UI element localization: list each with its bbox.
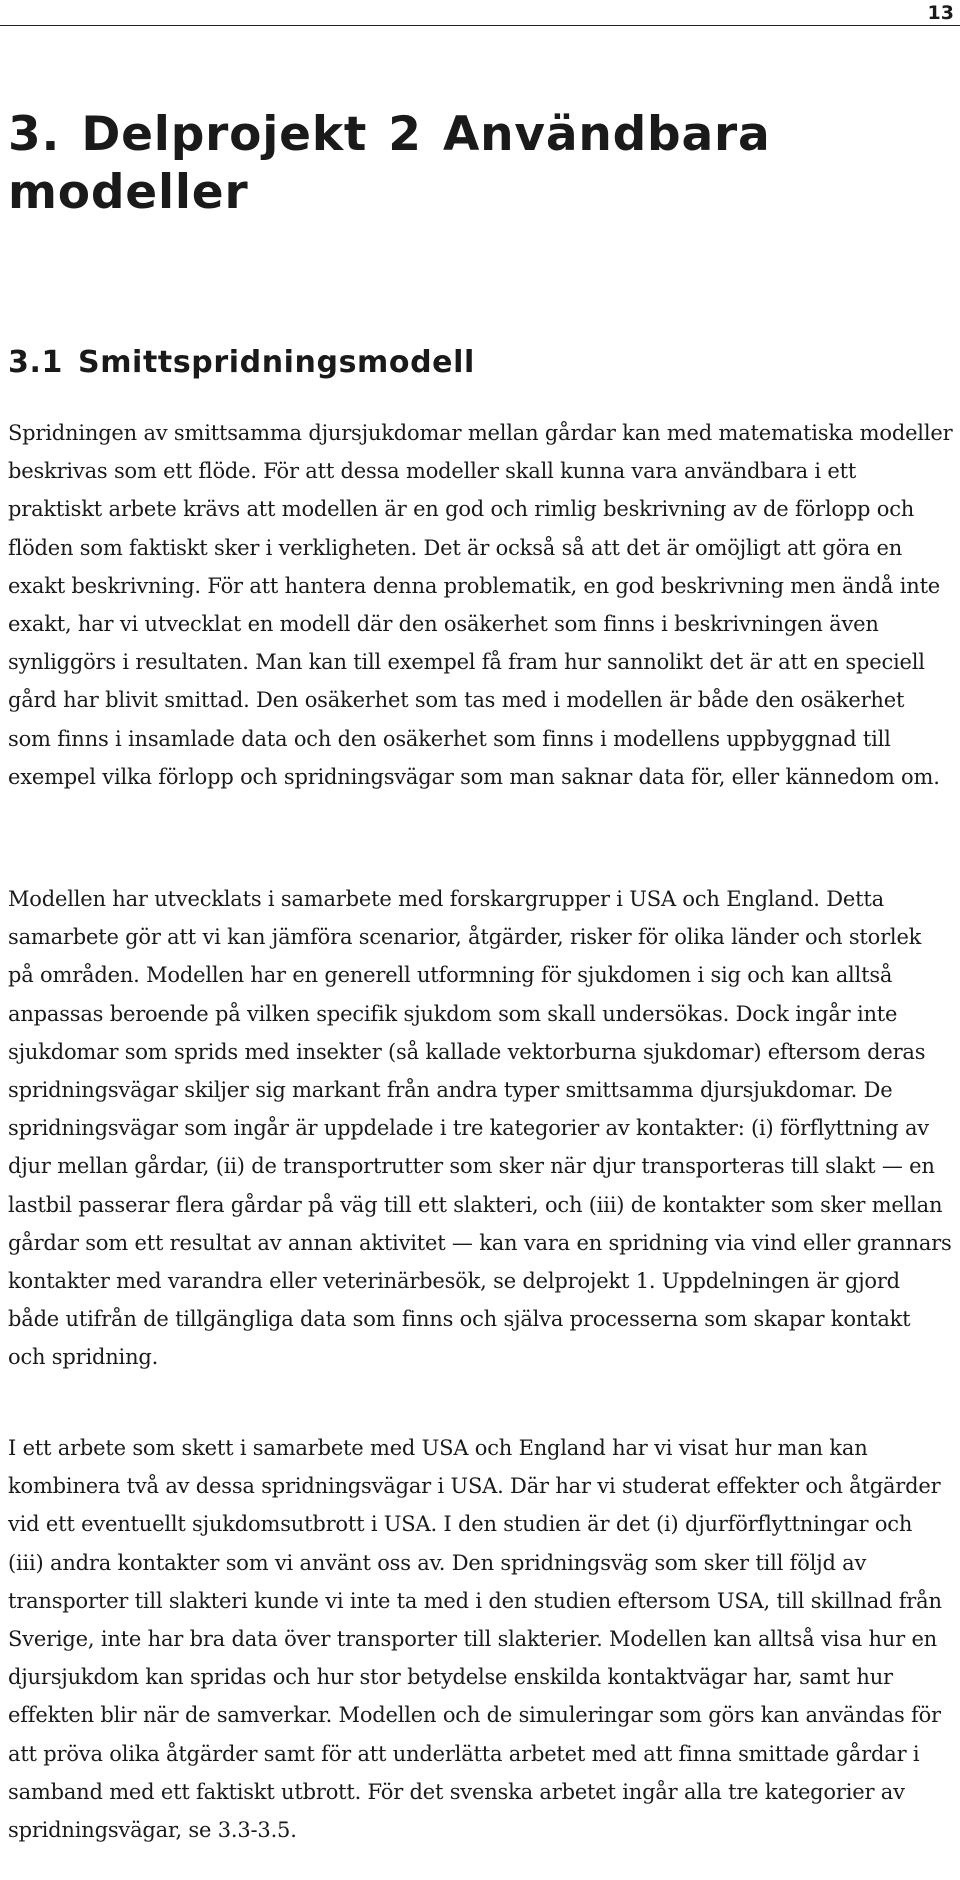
chapter-title: 3. Delprojekt 2 Användbara modeller <box>8 107 771 220</box>
body-paragraph-3: I ett arbete som skett i samarbete med USA och England har vi visat hur man kan kombinera två av dessa spridningsvägar i USA. Där har vi studerat effekter och åtgärder vid ett eventuellt sjukdomsutbrott i USA. I den studien är det (i) djurförflyttningar och (iii) andra kontakter som vi använt oss av. Den spridningsväg som sker till följd av transporter till slakteri kunde vi inte ta med i den studien eftersom USA, till skillnad från Sverige, inte har bra data över transporter till slakterier. Modellen kan alltså visa hur en djursjukdom kan spridas och hur stor betydelse enskilda kontaktvägar har, samt hur effekten blir när de samverkar. Modellen och de simuleringar som görs kan användas för att pröva olika åtgärder samt för att underlätta arbetet med att finna smittade gårdar i samband med ett faktiskt utbrott. För det svenska arbetet ingår alla tre kategorier av spridningsvägar, se 3.3-3.5. <box>8 1436 942 1843</box>
page-number: 13 <box>927 2 954 24</box>
section-title: 3.1 Smittspridningsmodell <box>8 345 475 380</box>
body-paragraph-2: Modellen har utvecklats i samarbete med forskargrupper i USA och England. Detta samarbete gör att vi kan jämföra scenarior, åtgärder, risker för olika länder och storlek på områden. Modellen har en generell utformning för sjukdomen i sig och kan alltså anpassas beroende på vilken specifik sjukdom som skall undersökas. Dock ingår inte sjukdomar som sprids med insekter (så kallade vektorburna sjukdomar) eftersom deras spridningsvägar skiljer sig markant från andra typer smittsamma djursjukdomar. De spridningsvägar som ingår är uppdelade i tre kategorier av kontakter: (i) förflyttning av djur mellan gårdar, (ii) de transportrutter som sker när djur transporteras till slakt — en lastbil passerar flera gårdar på väg till ett slakteri, och (iii) de kontakter som sker mellan gårdar som ett resultat av annan aktivitet — kan vara en spridning via vind eller grannars kontakter med varandra eller veterinärbesök, se delprojekt 1. Uppdelningen är gjord både utifrån de tillgängliga data som finns och själva processerna som skapar kontakt och spridning. <box>8 887 952 1370</box>
header-rule <box>0 25 960 26</box>
body-paragraph-1: Spridningen av smittsamma djursjukdomar mellan gårdar kan med matematiska modeller beskrivas som ett flöde. För att dessa modeller skall kunna vara användbara i ett praktiskt arbete krävs att modellen är en god och rimlig beskrivning av de förlopp och flöden som faktiskt sker i verkligheten. Det är också så att det är omöjligt att göra en exakt beskrivning. För att hantera denna problematik, en god beskrivning men ändå inte exakt, har vi utvecklat en modell där den osäkerhet som finns i beskrivningen även synliggörs i resultaten. Man kan till exempel få fram hur sannolikt det är att en speciell gård har blivit smittad. Den osäkerhet som tas med i modellen är både den osäkerhet som finns i insamlade data och den osäkerhet som finns i modellens uppbyggnad till exempel vilka förlopp och spridningsvägar som man saknar data för, eller kännedom om. <box>8 421 953 789</box>
